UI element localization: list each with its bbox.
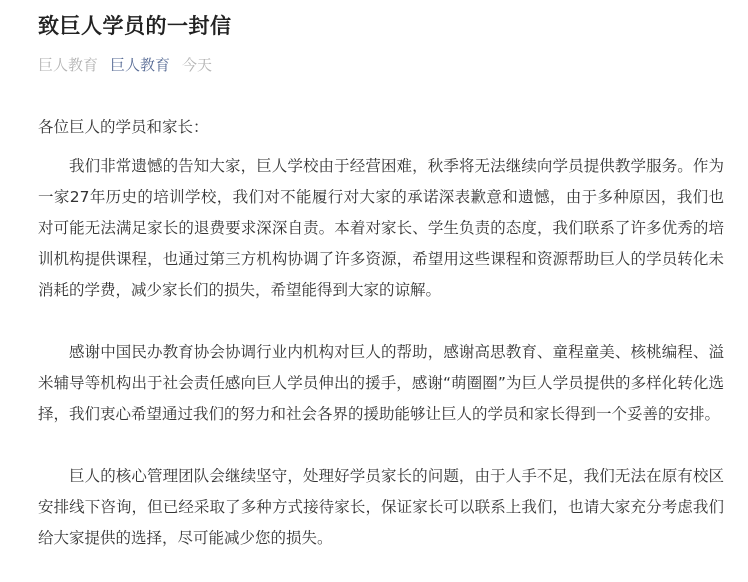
paragraph: 感谢中国民办教育协会协调行业内机构对巨人的帮助，感谢高思教育、童程童美、核桃编程、溢米辅导等机构出于社会责任感向巨人学员伸出的援手，感谢“萌圈圈”为巨人学员提供的多样化转化选择，我们衷心希望通过我们的努力和社会各界的援助能够让巨人的学员和家长得到一个妥善的安排。 [38, 343, 724, 423]
article-content [38, 112, 724, 554]
salutation: 各位巨人的学员和家长： [38, 118, 209, 136]
article-title: 致巨人学员的一封信 [38, 14, 232, 38]
article-meta [38, 50, 724, 78]
paragraph: 巨人的核心管理团队会继续坚守，处理好学员家长的问题，由于人手不足，我们无法在原有校区安排线下咨询，但已经采取了多种方式接待家长，保证家长可以联系上我们，也请大家充分考虑我们给大家提供的选择，尽可能减少您的损失。 [38, 467, 724, 547]
author-name: 巨人教育 [38, 55, 99, 74]
account-link[interactable]: 巨人教育 [110, 55, 171, 74]
publish-date: 今天 [182, 55, 213, 74]
paragraph: 我们非常遗憾的告知大家，巨人学校由于经营困难，秋季将无法继续向学员提供教学服务。作为一家27年历史的培训学校，我们对不能履行对大家的承诺深表歉意和遗憾，由于多种原因，我们也对可能无法满足家长的退费要求深深自责。本着对家长、学生负责的态度，我们联系了许多优秀的培训机构提供课程，也通过第三方机构协调了许多资源，希望用这些课程和资源帮助巨人的学员转化未消耗的学费，减少家长们的损失，希望能得到大家的谅解。 [38, 157, 724, 299]
